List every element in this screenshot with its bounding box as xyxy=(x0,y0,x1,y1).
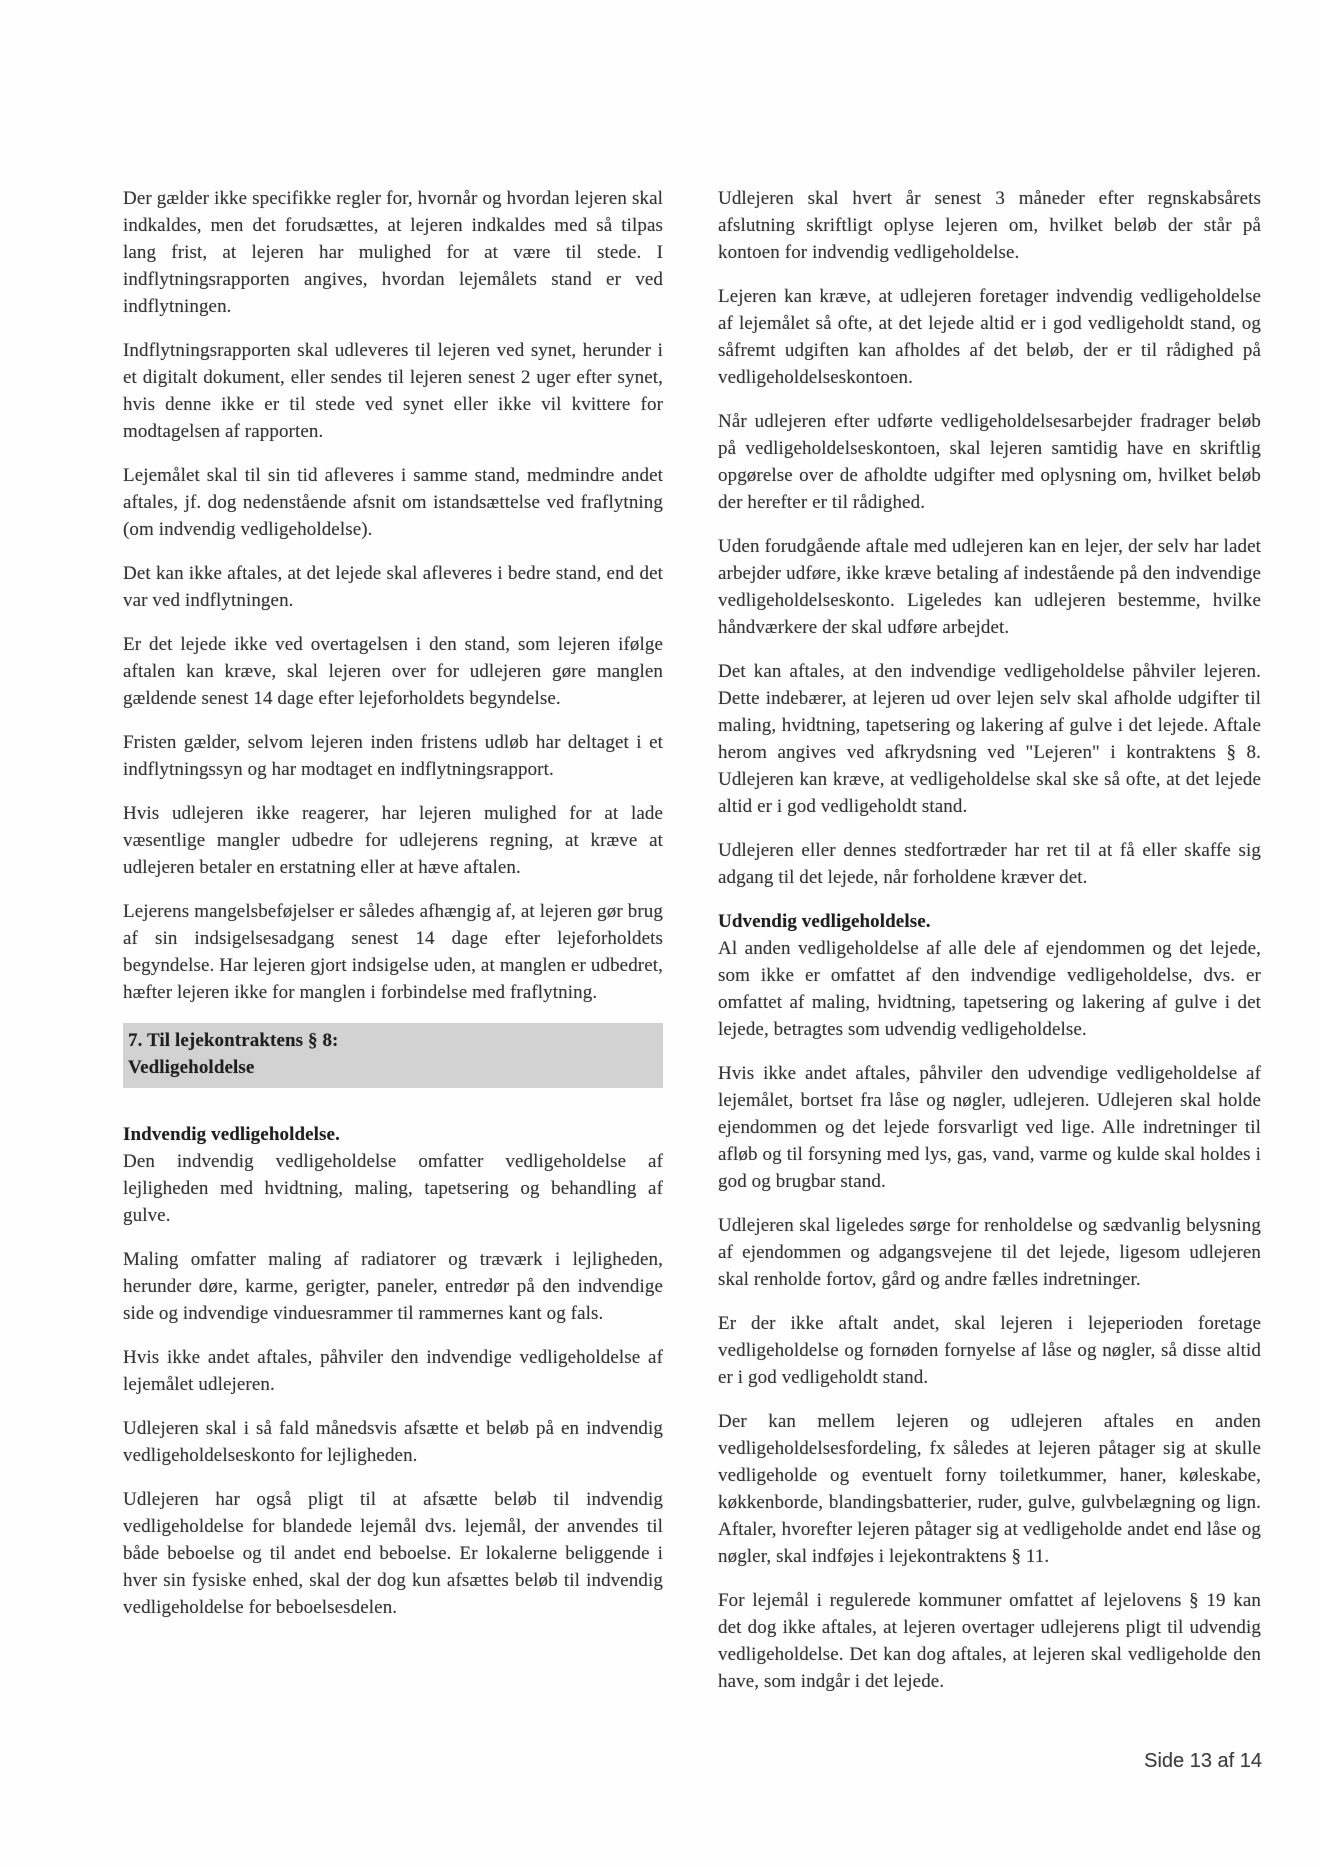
page-number: Side 13 af 14 xyxy=(1144,1750,1262,1772)
paragraph: Når udlejeren efter udførte vedligeholdelsesarbejder fradrager beløb på vedligeholdelseskontoen, skal lejeren samtidig have en skriftlig opgørelse over de afholdte udgifter med oplysning om, hvilket beløb der herefter er til rådighed. xyxy=(718,411,1261,513)
paragraph: Er det lejede ikke ved overtagelsen i den stand, som lejeren ifølge aftalen kan kræve, skal lejeren over for udlejeren gøre manglen gældende senest 14 dage efter lejeforholdets begyndelse. xyxy=(123,634,663,709)
paragraph: Hvis ikke andet aftales, påhviler den indvendige vedligeholdelse af lejemålet udlejeren. xyxy=(123,1347,663,1395)
paragraph: Indflytningsrapporten skal udleveres til lejeren ved synet, herunder i et digitalt dokument, eller sendes til lejeren senest 2 uger efter synet, hvis denne ikke er til stede ved synet eller ikke vil kvittere for modtagelsen af rapporten. xyxy=(123,340,663,442)
paragraph: Udlejeren eller dennes stedfortræder har ret til at få eller skaffe sig adgang til det lejede, når forholdene kræver det. xyxy=(718,840,1261,888)
paragraph: Hvis ikke andet aftales, påhviler den udvendige vedligeholdelse af lejemålet, bortset fra låse og nøgler, udlejeren. Udlejeren skal holde ejendommen og det lejede forsvarligt ved lige. Alle indretninger til afløb og til forsyning med lys, gas, vand, varme og kulde skal holdes i god og brugbar stand. xyxy=(718,1063,1261,1192)
paragraph: Udlejeren har også pligt til at afsætte beløb til indvendig vedligeholdelse for blandede lejemål dvs. lejemål, der anvendes til både beboelse og til andet end beboelse. Er lokalerne beliggende i hver sin fysiske enhed, skal der dog kun afsættes beløb til indvendig vedligeholdelse for beboelsesdelen. xyxy=(123,1489,663,1618)
paragraph: Udlejeren skal i så fald månedsvis afsætte et beløb på en indvendig vedligeholdelseskonto for lejligheden. xyxy=(123,1418,663,1466)
section-heading-number-line: 7. Til lejekontraktens § 8: xyxy=(128,1030,339,1051)
paragraph: Udlejeren skal ligeledes sørge for renholdelse og sædvanlig belysning af ejendommen og adgangsvejene til det lejede, ligesom udlejeren skal renholde fortov, gård og andre fælles indretninger. xyxy=(718,1215,1261,1290)
paragraph: Fristen gælder, selvom lejeren inden fristens udløb har deltaget i et indflytningssyn og har modtaget en indflytningsrapport. xyxy=(123,732,663,780)
paragraph: Der gælder ikke specifikke regler for, hvornår og hvordan lejeren skal indkaldes, men det forudsættes, at lejeren indkaldes med så tilpas lang frist, at lejeren har mulighed for at være til stede. I indflytningsrapporten angives, hvordan lejemålets stand er ved indflytningen. xyxy=(123,188,663,317)
paragraph: For lejemål i regulerede kommuner omfattet af lejelovens § 19 kan det dog ikke aftales, at lejeren overtager udlejerens pligt til udvendig vedligeholdelse. Det kan dog aftales, at lejeren skal vedligeholde den have, som indgår i det lejede. xyxy=(718,1590,1261,1692)
paragraph: Det kan ikke aftales, at det lejede skal afleveres i bedre stand, end det var ved indflytningen. xyxy=(123,563,663,611)
paragraph: Der kan mellem lejeren og udlejeren aftales en anden vedligeholdelsesfordeling, fx således at lejeren påtager sig at skulle vedligeholde og eventuelt forny toiletkummer, haner, køleskabe, køkkenborde, blandingsbatterier, ruder, gulve, gulvbelægning og lign. Aftaler, hvorefter lejeren påtager sig at vedligeholde andet end låse og nøgler, skal indføjes i lejekontraktens § 11. xyxy=(718,1411,1261,1567)
paragraph: Udlejeren skal hvert år senest 3 måneder efter regnskabsårets afslutning skriftligt oplyse lejeren om, hvilket beløb der står på kontoen for indvendig vedligeholdelse. xyxy=(718,188,1261,263)
left-column xyxy=(123,185,663,1638)
paragraph: Lejemålet skal til sin tid afleveres i samme stand, medmindre andet aftales, jf. dog nedenstående afsnit om istandsættelse ved fraflytning (om indvendig vedligeholdelse). xyxy=(123,465,663,540)
paragraph: Det kan aftales, at den indvendige vedligeholdelse påhviler lejeren. Dette indebærer, at lejeren ud over lejen selv skal afholde udgifter til maling, hvidtning, tapetsering og lakering af gulve i det lejede. Aftale herom angives ved afkrydsning ved "Lejeren" i kontraktens § 8. Udlejeren kan kræve, at vedligeholdelse skal ske så ofte, at det lejede altid er i god vedligeholdt stand. xyxy=(718,661,1261,817)
paragraph: Den indvendig vedligeholdelse omfatter vedligeholdelse af lejligheden med hvidtning, maling, tapetsering og behandling af gulve. xyxy=(123,1151,663,1226)
paragraph: Maling omfatter maling af radiatorer og træværk i lejligheden, herunder døre, karme, gerigter, paneler, entredør på den indvendige side og indvendige vinduesrammer til rammernes kant og fals. xyxy=(123,1249,663,1324)
paragraph: Er der ikke aftalt andet, skal lejeren i lejeperioden foretage vedligeholdelse og fornøden fornyelse af låse og nøgler, så disse altid er i god vedligeholdt stand. xyxy=(718,1313,1261,1388)
paragraph: Lejeren kan kræve, at udlejeren foretager indvendig vedligeholdelse af lejemålet så ofte, at det lejede altid er i god vedligeholdt stand, og såfremt udgiften kan afholdes af det beløb, der er til rådighed på vedligeholdelseskontoen. xyxy=(718,286,1261,388)
right-column xyxy=(718,185,1261,1712)
paragraph: Al anden vedligeholdelse af alle dele af ejendommen og det lejede, som ikke er omfattet af den indvendige vedligeholdelse, dvs. er omfattet af maling, hvidtning, tapetsering og lakering af gulve i det lejede, betragtes som udvendig vedligeholdelse. xyxy=(718,938,1261,1040)
paragraph: Hvis udlejeren ikke reagerer, har lejeren mulighed for at lade væsentlige mangler udbedre for udlejerens regning, at kræve at udlejeren betaler en erstatning eller at hæve aftalen. xyxy=(123,803,663,878)
section-heading-title-line: Vedligeholdelse xyxy=(128,1057,255,1078)
section-heading xyxy=(123,1023,663,1088)
paragraph: Lejerens mangelsbeføjelser er således afhængig af, at lejeren gør brug af sin indsigelsesadgang senest 14 dage efter lejeforholdets begyndelse. Har lejeren gjort indsigelse uden, at manglen er udbedret, hæfter lejeren ikke for manglen i forbindelse med fraflytning. xyxy=(123,901,663,1003)
subheading-udvendig: Udvendig vedligeholdelse. xyxy=(718,911,931,932)
subheading-indvendig: Indvendig vedligeholdelse. xyxy=(123,1124,340,1145)
paragraph: Uden forudgående aftale med udlejeren kan en lejer, der selv har ladet arbejder udføre, ikke kræve betaling af indestående på den indvendige vedligeholdelseskonto. Ligeledes kan udlejeren bestemme, hvilke håndværkere der skal udføre arbejdet. xyxy=(718,536,1261,638)
